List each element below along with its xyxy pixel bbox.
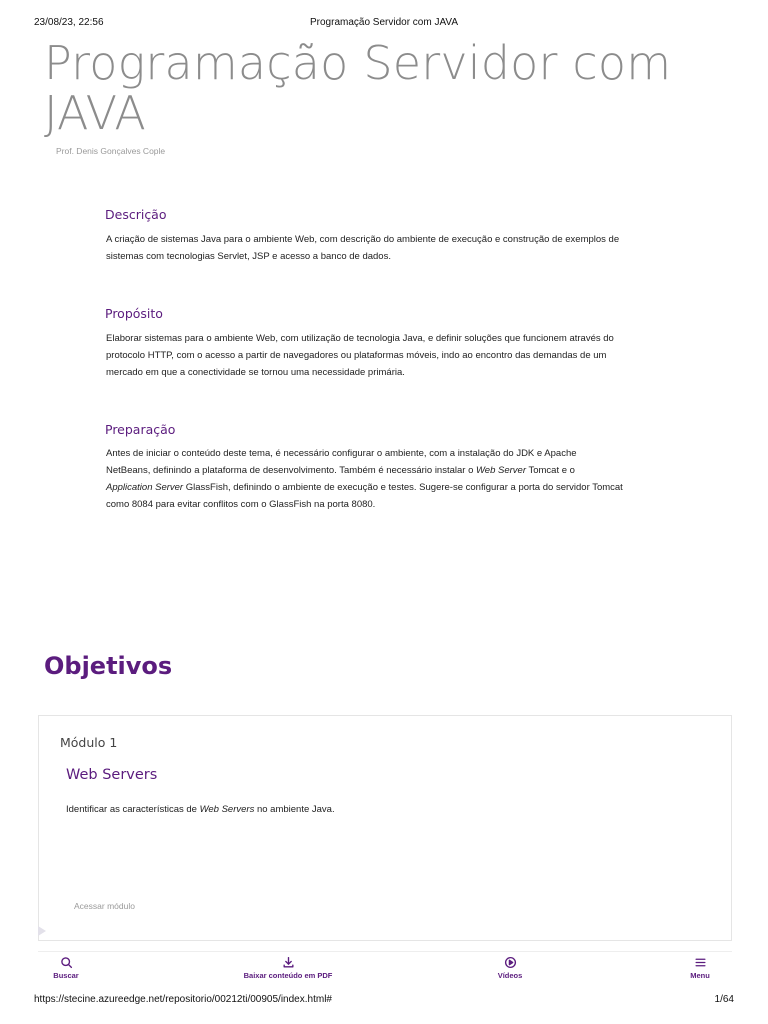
menu-button[interactable] [685, 956, 715, 980]
play-circle-icon [504, 956, 517, 969]
print-date: 23/08/23, 22:56 [34, 17, 104, 28]
proposito-line: protocolo HTTP, com o acesso a partir de navegadores ou plataformas móveis, indo ao encontro das demandas de um [106, 350, 607, 361]
page-title [44, 38, 684, 138]
module-description [66, 804, 335, 815]
videos-label: Vídeos [497, 971, 523, 980]
application-server-term: Application Server [106, 482, 184, 493]
preparacao-line: Antes de iniciar o conteúdo deste tema, é necessário configurar o ambiente, com a instalação do JDK e Apache [106, 448, 577, 459]
proposito-title: Propósito [105, 306, 163, 321]
print-title: Programação Servidor com JAVA [309, 17, 459, 28]
preparacao-text [106, 445, 666, 513]
proposito-text [106, 330, 666, 381]
download-pdf-button[interactable] [232, 956, 344, 980]
download-icon [282, 956, 295, 969]
descricao-text [106, 231, 666, 265]
print-header [34, 17, 734, 31]
preparacao-line: NetBeans, definindo a plataforma de desenvolvimento. Também é necessário instalar o [106, 465, 477, 476]
search-button-label: Buscar [53, 971, 79, 980]
author: Prof. Denis Gonçalves Cople [56, 146, 166, 156]
module-desc-text: no ambiente Java. [254, 804, 335, 815]
preparacao-line: como 8084 para evitar conflitos com o GlassFish na porta 8080. [106, 499, 376, 510]
menu-icon [694, 956, 707, 969]
module-title: Web Servers [66, 767, 158, 783]
module-desc-text: Identificar as características de [66, 804, 200, 815]
page-title-line1: Programação Servidor com [44, 36, 672, 90]
preparacao-title: Preparação [105, 422, 176, 437]
proposito-line: Elaborar sistemas para o ambiente Web, com utilização de tecnologia Java, e definir soluções que funcionem através do [106, 333, 614, 344]
objetivos-title: Objetivos [44, 652, 173, 680]
access-module-link[interactable]: Acessar módulo [74, 901, 135, 911]
preparacao-line: GlassFish, definindo o ambiente de execução e testes. Sugere-se configurar a porta do servidor Tomcat [183, 482, 623, 493]
search-button[interactable] [51, 956, 81, 980]
descricao-title: Descrição [105, 207, 167, 222]
page-counter: 1/64 [714, 994, 734, 1005]
videos-button[interactable] [491, 956, 529, 980]
bottom-nav [38, 951, 732, 989]
module-card[interactable] [38, 715, 732, 941]
descricao-line: sistemas com tecnologias Servlet, JSP e acesso a banco de dados. [106, 251, 391, 262]
web-server-term: Web Server [476, 465, 526, 476]
descricao-line: A criação de sistemas Java para o ambiente Web, com descrição do ambiente de execução e construção de exemplos de [106, 234, 620, 245]
menu-label: Menu [690, 971, 710, 980]
module-desc-term: Web Servers [199, 804, 255, 815]
search-icon [60, 956, 73, 969]
download-pdf-label: Baixar conteúdo em PDF [243, 971, 333, 980]
proposito-line: mercado em que a conectividade se tornou uma necessidade primária. [106, 367, 405, 378]
print-url: https://stecine.azureedge.net/repositorio/00212ti/00905/index.html# [34, 994, 332, 1005]
page-title-line2: JAVA [44, 86, 147, 140]
carousel-next-arrow-icon[interactable] [38, 926, 46, 936]
preparacao-line: Tomcat e o [526, 465, 575, 476]
print-footer [34, 994, 734, 1008]
module-label: Módulo 1 [60, 735, 118, 750]
